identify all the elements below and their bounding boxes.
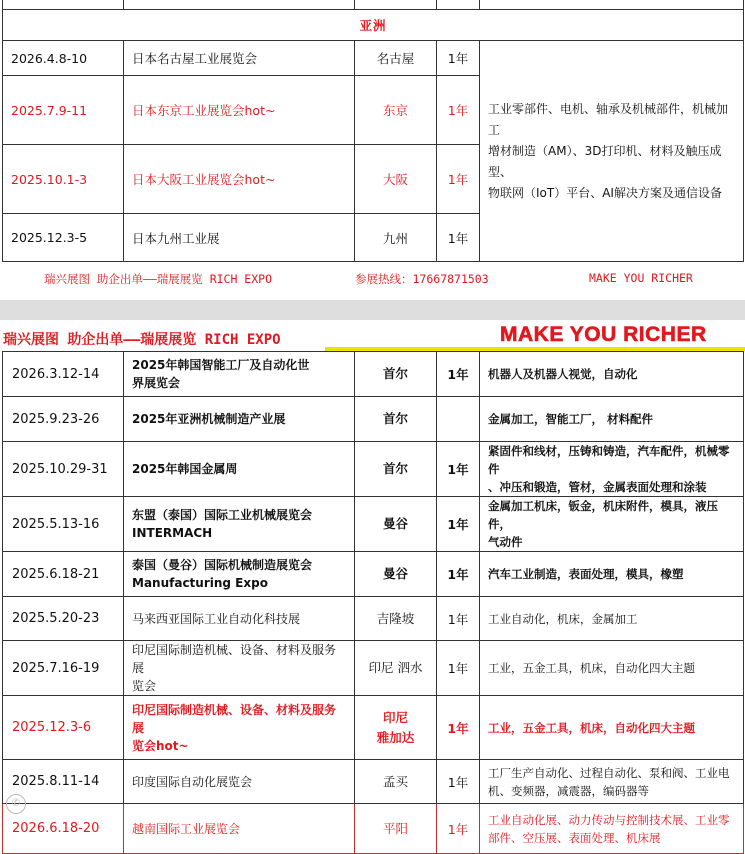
date-cell: 2025.10.29-31 — [3, 442, 124, 497]
date-cell: 2025.12.3-6 — [3, 696, 124, 760]
city-cell-line: 孟买 — [382, 773, 408, 789]
exhibition-name-line: Manufacturing Expo — [132, 576, 268, 590]
table-row — [3, 552, 744, 597]
city-cell — [355, 352, 437, 397]
scope-cell-line: 、冲压和锻造，管材，金属表面处理和涂装 — [488, 480, 707, 494]
exhibition-name-line: 东盟（泰国）国际工业机械展览会 — [132, 508, 313, 522]
page-separator — [0, 300, 745, 320]
cycle-cell: 1年 — [437, 497, 480, 552]
top-border-row — [3, 0, 744, 10]
date-cell: 2025.7.16-19 — [3, 641, 124, 696]
scope-line: 物联网（IoT）平台、AI解决方案及通信设备 — [488, 185, 722, 200]
page-footer — [0, 271, 745, 287]
table-row — [3, 696, 744, 760]
table-row — [3, 442, 744, 497]
date-cell: 2026.6.18-20 — [3, 804, 124, 854]
exhibition-name-line: 马来西亚国际工业自动化科技展 — [132, 611, 301, 626]
scope-cell-line: 气动件 — [488, 535, 523, 549]
city-cell — [355, 397, 437, 442]
exhibition-name: 日本大阪工业展览会hot~ — [124, 145, 355, 214]
city-cell-line: 雅加达 — [376, 729, 415, 745]
exhibition-name — [124, 352, 355, 397]
scope-cell-line: 部件、空压展、表面处理、机床展 — [488, 830, 661, 845]
page-header — [0, 320, 745, 354]
city-cell: 名古屋 — [355, 41, 437, 76]
city-cell: 东京 — [355, 76, 437, 145]
city-cell-line: 印尼 — [382, 709, 408, 725]
date-cell: 2025.5.13-16 — [3, 497, 124, 552]
date-cell: 2025.8.11-14 — [3, 760, 124, 804]
scope-cell-line: 汽车工业制造，表面处理，模具，橡塑 — [488, 567, 684, 581]
city-cell-line: 首尔 — [382, 461, 408, 476]
scope-cell — [480, 497, 744, 552]
scope-cell — [480, 804, 744, 854]
region-title: 亚洲 — [3, 10, 744, 41]
scope-cell-line: 金属加工机床，钣金，机床附件，模具，液压件， — [488, 499, 718, 531]
exhibition-name — [124, 497, 355, 552]
cycle-cell: 1年 — [437, 597, 480, 641]
city-cell — [355, 760, 437, 804]
watermark-icon: ✆ — [6, 794, 26, 814]
scope-cell-line: 工业，五金工具，机床，自动化四大主题 — [488, 661, 695, 675]
exhibition-name: 日本名古屋工业展览会 — [124, 41, 355, 76]
scope-cell-line: 紧固件和线材，压铸和铸造，汽车配件，机械零件 — [488, 444, 730, 476]
asia-japan-table — [2, 0, 744, 262]
header-tagline: MAKE YOU RICHER — [500, 323, 707, 346]
cycle-cell: 1年 — [437, 442, 480, 497]
footer-slogan: 瑞兴展图 助企出单——瑞展展览 RICH EXPO — [44, 272, 273, 286]
city-cell — [355, 696, 437, 760]
city-cell-line: 平阳 — [382, 820, 408, 836]
exhibition-name — [124, 696, 355, 760]
scope-cell — [480, 597, 744, 641]
scope-cell-line: 工业自动化展、动力传动与控制技术展、工业零 — [488, 812, 730, 827]
city-cell-line: 首尔 — [382, 411, 408, 426]
exhibition-name-line: 印尼国际制造机械、设备、材料及服务展 — [132, 702, 337, 735]
city-cell-line: 曼谷 — [382, 516, 408, 531]
exhibition-name — [124, 442, 355, 497]
scope-cell — [480, 442, 744, 497]
cycle-cell: 1年 — [437, 76, 480, 145]
cycle-cell: 1年 — [437, 352, 480, 397]
table-row — [3, 352, 744, 397]
footer-tagline: MAKE YOU RICHER — [589, 271, 693, 285]
city-cell: 九州 — [355, 214, 437, 262]
table-row — [3, 641, 744, 696]
table-row — [3, 397, 744, 442]
cycle-cell: 1年 — [437, 696, 480, 760]
table-row — [3, 497, 744, 552]
exhibition-name — [124, 397, 355, 442]
footer-hotline: 参展热线：17667871503 — [355, 272, 489, 286]
scope-cell-line: 机、变频器，减震器，编码器等 — [488, 783, 649, 798]
cycle-cell: 1年 — [437, 641, 480, 696]
scope-cell — [480, 352, 744, 397]
exhibition-name-line: 2025年韩国金属周 — [132, 462, 238, 476]
date-cell: 2026.4.8-10 — [3, 41, 124, 76]
cycle-cell: 1年 — [437, 760, 480, 804]
exhibition-name — [124, 804, 355, 854]
scope-cell-line: 工业，五金工具，机床，自动化四大主题 — [488, 720, 695, 735]
city-cell — [355, 597, 437, 641]
city-cell — [355, 552, 437, 597]
asia-exhibition-table — [2, 351, 744, 854]
city-cell-line: 印尼 泗水 — [368, 660, 423, 675]
exhibition-name-line: 览会hot~ — [132, 738, 189, 753]
date-cell: 2025.10.1-3 — [3, 145, 124, 214]
scope-cell — [480, 397, 744, 442]
cycle-cell: 1年 — [437, 214, 480, 262]
table-row — [3, 41, 744, 76]
city-cell — [355, 804, 437, 854]
exhibition-name — [124, 552, 355, 597]
scope-line: 增材制造（AM）、3D打印机、材料及触压成型、 — [488, 143, 722, 179]
scope-cell — [480, 641, 744, 696]
cycle-cell: 1年 — [437, 552, 480, 597]
date-cell: 2025.6.18-21 — [3, 552, 124, 597]
exhibition-name-line: 印度国际自动化展览会 — [132, 774, 253, 789]
city-cell — [355, 442, 437, 497]
city-cell-line: 吉隆坡 — [376, 610, 415, 626]
exhibition-name — [124, 760, 355, 804]
cycle-cell: 1年 — [437, 145, 480, 214]
page-asia-japan — [0, 0, 745, 300]
scope-cell-line: 机器人及机器人视觉，自动化 — [488, 367, 638, 381]
exhibition-name — [124, 597, 355, 641]
exhibition-name-line: 2025年韩国智能工厂及自动化世 — [132, 358, 310, 372]
scope-cell-line: 金属加工，智能工厂， 材料配件 — [488, 412, 654, 426]
exhibition-name-line: 界展览会 — [132, 376, 181, 390]
cycle-cell — [437, 397, 480, 442]
city-cell: 大阪 — [355, 145, 437, 214]
cycle-cell: 1年 — [437, 41, 480, 76]
cycle-cell: 1年 — [437, 804, 480, 854]
scope-cell — [480, 760, 744, 804]
table-row — [3, 597, 744, 641]
exhibition-name-line: 览会 — [132, 679, 157, 693]
city-cell-line: 首尔 — [382, 366, 408, 381]
header-slogan: 瑞兴展图 助企出单——瑞展展览 RICH EXPO — [3, 332, 281, 348]
city-cell — [355, 497, 437, 552]
japan-scope-cell — [480, 41, 744, 262]
scope-line: 工业零部件、电机、轴承及机械部件，机械加工 — [488, 101, 729, 137]
date-cell: 2025.12.3-5 — [3, 214, 124, 262]
scope-cell-line: 工厂生产自动化、过程自动化、泵和阀、工业电 — [488, 765, 730, 780]
date-cell: 2025.5.20-23 — [3, 597, 124, 641]
scope-cell — [480, 696, 744, 760]
page-asia-others — [0, 320, 745, 845]
date-cell: 2025.9.23-26 — [3, 397, 124, 442]
table-row — [3, 804, 744, 854]
date-cell: 2025.7.9-11 — [3, 76, 124, 145]
city-cell-line: 曼谷 — [382, 566, 408, 581]
date-cell: 2026.3.12-14 — [3, 352, 124, 397]
scope-cell — [480, 552, 744, 597]
exhibition-name-line: 泰国（曼谷）国际机械制造展览会 — [132, 558, 313, 572]
exhibition-name — [124, 641, 355, 696]
city-cell — [355, 641, 437, 696]
exhibition-name-line: 2025年亚洲机械制造产业展 — [132, 412, 286, 426]
region-header-row — [3, 10, 744, 41]
exhibition-name: 日本九州工业展 — [124, 214, 355, 262]
exhibition-name-line: 越南国际工业展览会 — [132, 821, 241, 836]
exhibition-name: 日本东京工业展览会hot~ — [124, 76, 355, 145]
table-row — [3, 760, 744, 804]
exhibition-name-line: INTERMACH — [132, 526, 213, 540]
exhibition-name-line: 印尼国际制造机械、设备、材料及服务展 — [132, 643, 337, 675]
scope-cell-line: 工业自动化，机床，金属加工 — [488, 611, 638, 626]
